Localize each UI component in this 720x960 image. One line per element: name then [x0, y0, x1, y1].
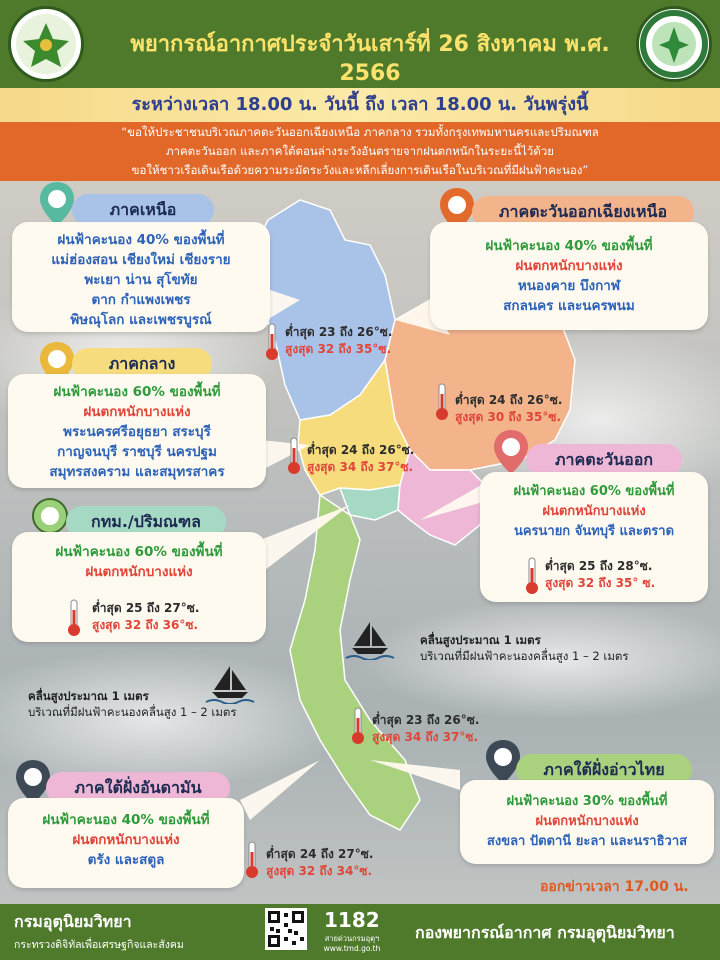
region-south-gulf-temperature: [372, 712, 479, 746]
region-northeast-line: หนองคาย บึงกาฬ: [517, 278, 621, 294]
thermometer-icon: [524, 556, 540, 600]
region-south-andaman-line: ฝนฟ้าคะนอง 40% ของพื้นที่: [42, 812, 210, 828]
region-northeast-line: ฝนฟ้าคะนอง 40% ของพื้นที่: [485, 238, 653, 254]
warning-banner: [0, 122, 720, 181]
region-central-line: พระนครศรีอยุธยา สระบุรี: [63, 424, 211, 440]
region-central-temperature: [307, 442, 414, 476]
region-north-line: พะเยา น่าน สุโขทัย: [84, 272, 198, 288]
region-central-label: ภาคกลาง: [72, 348, 212, 380]
boat-icon: [344, 618, 396, 664]
region-south-andaman-line: ฝนตกหนักบางแห่ง: [72, 832, 180, 848]
temp-max: สูงสุด 32 ถึง 36°ซ.: [92, 618, 199, 632]
temp-min: ต่ำสุด 23 ถึง 26°ซ.: [372, 713, 480, 727]
temp-min: ต่ำสุด 23 ถึง 26°ซ.: [285, 325, 393, 339]
region-central-card: [8, 374, 266, 488]
region-north-line: ตาก กำแพงเพชร: [91, 292, 191, 308]
hotline-caption-label: สายด่วนกรมอุตุฯ: [324, 934, 380, 943]
region-south-andaman-line: ตรัง และสตูล: [87, 852, 165, 868]
thermometer-icon: [264, 322, 280, 366]
temp-min: ต่ำสุด 24 ถึง 27°ซ.: [266, 847, 374, 861]
region-north-line: แม่ฮ่องสอน เชียงใหม่ เชียงราย: [51, 252, 231, 268]
website-url[interactable]: www.tmd.go.th: [323, 944, 381, 953]
region-bangkok-label: กทม./ปริมณฑล: [66, 506, 226, 538]
region-bangkok-temperature: [92, 600, 199, 634]
wave-gulf-desc: บริเวณที่มีฝนฟ้าคะนองคลื่นสูง 1 – 2 เมตร: [420, 649, 629, 663]
temp-max: สูงสุด 32 ถึง 34°ซ.: [266, 864, 373, 878]
footer-org-name: กรมอุตุนิยมวิทยา: [14, 912, 132, 931]
region-south-gulf-label: ภาคใต้ฝั่งอ่าวไทย: [516, 754, 692, 786]
region-north-label: ภาคเหนือ: [72, 194, 214, 226]
wave-gulf-title: คลื่นสูงประมาณ 1 เมตร: [420, 633, 541, 647]
region-northeast-temperature: [455, 392, 562, 426]
warning-line: ขอให้ชาวเรือเดินเรือด้วยความระมัดระวังและหลีกเลี่ยงการเดินเรือในบริเวณที่มีฝนฟ้าคะนอง”: [131, 163, 589, 177]
forecast-period: ระหว่างเวลา 18.00 น. วันนี้ ถึง เวลา 18.00 น. วันพรุ่งนี้: [131, 94, 589, 115]
region-south-gulf-card: [460, 780, 714, 864]
region-south-andaman-temperature: [266, 846, 373, 880]
thermometer-icon: [434, 382, 450, 426]
thermometer-icon: [66, 598, 82, 642]
region-south-gulf-line: สงขลา ปัตตานี ยะลา และนราธิวาส: [486, 834, 688, 849]
thermometer-icon: [244, 840, 260, 884]
region-central-line: สมุทรสงคราม และสมุทรสาคร: [49, 464, 225, 480]
page-title: พยากรณ์อากาศประจำวันเสาร์ที่ 26 สิงหาคม พ.ศ. 2566: [130, 32, 610, 86]
region-northeast-label: ภาคตะวันออกเฉียงเหนือ: [472, 196, 694, 228]
tmd-logo-seal: [8, 6, 84, 82]
temp-max: สูงสุด 34 ถึง 37°ซ.: [307, 460, 414, 474]
region-south-andaman-card: [8, 798, 244, 888]
hotline-number: 1182: [324, 908, 380, 932]
region-east-line: ฝนตกหนักบางแห่ง: [542, 504, 646, 519]
region-east-label: ภาคตะวันออก: [526, 444, 682, 476]
temp-max: สูงสุด 32 ถึง 35°ซ.: [285, 342, 392, 356]
qr-code-icon[interactable]: [265, 908, 307, 950]
temp-max: สูงสุด 30 ถึง 35°ซ.: [455, 410, 562, 424]
thermometer-icon: [350, 706, 366, 750]
wave-andaman-desc: บริเวณที่มีฝนฟ้าคะนองคลื่นสูง 1 – 2 เมตร: [28, 705, 237, 719]
temp-max: สูงสุด 32 ถึง 35° ซ.: [545, 576, 656, 590]
temp-min: ต่ำสุด 25 ถึง 27°ซ.: [92, 601, 200, 615]
region-northeast-line: ฝนตกหนักบางแห่ง: [515, 258, 623, 274]
thermometer-icon: [286, 436, 302, 480]
region-northeast-line: สกลนคร และนครพนม: [503, 298, 635, 314]
region-central-line: ฝนตกหนักบางแห่ง: [83, 404, 191, 420]
temp-min: ต่ำสุด 24 ถึง 26°ซ.: [307, 443, 415, 457]
region-central-line: กาญจนบุรี ราชบุรี นครปฐม: [57, 444, 217, 460]
warning-line: “ขอให้ประชาชนบริเวณภาคตะวันออกเฉียงเหนือ ภาคกลาง รวมทั้งกรุงเทพมหานครและปริมณฑล: [121, 125, 599, 139]
region-south-gulf-line: ฝนตกหนักบางแห่ง: [535, 814, 639, 829]
region-bangkok-line: ฝนตกหนักบางแห่ง: [85, 564, 193, 580]
region-central-line: ฝนฟ้าคะนอง 60% ของพื้นที่: [53, 384, 221, 400]
region-northeast-card: [430, 222, 708, 330]
region-east-line: ฝนฟ้าคะนอง 60% ของพื้นที่: [513, 484, 675, 499]
region-east-temperature: [545, 558, 655, 592]
wave-andaman-title: คลื่นสูงประมาณ 1 เมตร: [28, 689, 149, 703]
region-south-andaman-label: ภาคใต้ฝั่งอันดามัน: [46, 772, 230, 804]
region-bangkok-line: ฝนฟ้าคะนอง 60% ของพื้นที่: [55, 544, 223, 560]
header: [0, 0, 720, 88]
region-north-card: [12, 222, 270, 332]
warning-line: ภาคตะวันออก และภาคใต้ตอนล่างระวังอันตรายจากฝนตกหนักในระยะนี้ไว้ด้วย: [165, 144, 555, 158]
meteorological-department-seal: [636, 6, 712, 82]
temp-max: สูงสุด 34 ถึง 37°ซ.: [372, 730, 479, 744]
region-north-temperature: [285, 324, 392, 358]
footer: [0, 904, 720, 960]
forecast-period-bar: [0, 88, 720, 122]
region-north-line: ฝนฟ้าคะนอง 40% ของพื้นที่: [57, 232, 225, 248]
region-north-line: พิษณุโลก และเพชรบูรณ์: [70, 312, 212, 328]
issue-time: ออกข่าวเวลา 17.00 น.: [540, 879, 689, 895]
region-south-gulf-line: ฝนฟ้าคะนอง 30% ของพื้นที่: [506, 794, 668, 809]
footer-ministry: กระทรวงดิจิทัลเพื่อเศรษฐกิจและสังคม: [14, 939, 184, 951]
footer-division-name: กองพยากรณ์อากาศ กรมอุตุนิยมวิทยา: [415, 923, 675, 942]
region-east-line: นครนายก จันทบุรี และตราด: [513, 524, 675, 539]
boat-icon: [204, 662, 256, 708]
hotline-caption: [322, 934, 382, 954]
temp-min: ต่ำสุด 25 ถึง 28°ซ.: [545, 559, 653, 573]
temp-min: ต่ำสุด 24 ถึง 26°ซ.: [455, 393, 563, 407]
